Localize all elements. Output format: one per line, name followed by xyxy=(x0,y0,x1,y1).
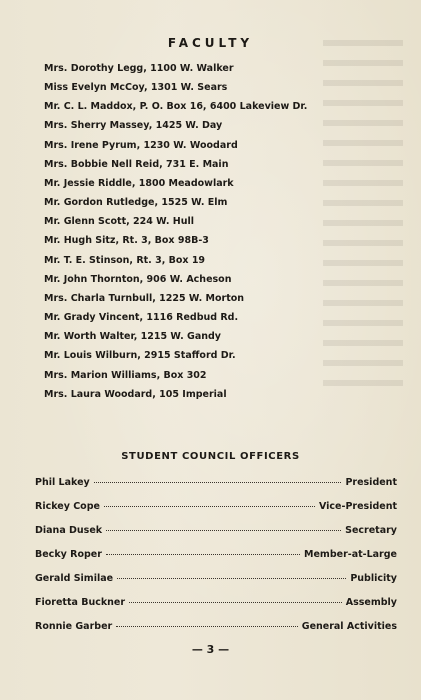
faculty-member: Mrs. Irene Pyrum, 1230 W. Woodard xyxy=(44,139,238,151)
dot-leader xyxy=(106,530,341,531)
page-number: — 3 — xyxy=(191,643,230,656)
officer-role: President xyxy=(345,477,397,488)
faculty-member: Mr. C. L. Maddox, P. O. Box 16, 6400 Lakeview Dr. xyxy=(44,101,308,113)
officer-name: Fioretta Buckner xyxy=(35,597,126,608)
officer-row xyxy=(35,621,397,645)
faculty-member: Mr. Jessie Riddle, 1800 Meadowlark xyxy=(44,177,234,189)
officer-name: Becky Roper xyxy=(35,549,102,560)
officer-role: Vice-President xyxy=(318,501,397,512)
faculty-member: Mrs. Charla Turnbull, 1225 W. Morton xyxy=(44,292,245,304)
officer-role: Assembly xyxy=(345,597,397,608)
officer-row xyxy=(35,477,397,501)
faculty-member: Mrs. Dorothy Legg, 1100 W. Walker xyxy=(44,63,234,74)
faculty-list xyxy=(44,59,307,404)
dot-leader xyxy=(106,554,300,555)
council-heading: STUDENT COUNCIL OFFICERS xyxy=(121,451,300,462)
faculty-member: Mrs. Marion Williams, Box 302 xyxy=(44,369,207,381)
faculty-member: Mr. Glenn Scott, 224 W. Hull xyxy=(44,216,195,228)
officer-role: Publicity xyxy=(350,573,397,584)
officer-role: Member-at-Large xyxy=(304,549,397,560)
faculty-member: Mr. Worth Walter, 1215 W. Gandy xyxy=(44,331,221,343)
faculty-member: Mr. Gordon Rutledge, 1525 W. Elm xyxy=(44,197,228,209)
officer-row xyxy=(35,549,397,573)
faculty-member: Mrs. Laura Woodard, 105 Imperial xyxy=(44,388,227,400)
officer-name: Phil Lakey xyxy=(35,477,90,488)
dot-leader xyxy=(94,482,342,483)
faculty-member: Mrs. Bobbie Nell Reid, 731 E. Main xyxy=(44,158,229,170)
faculty-member: Mr. T. E. Stinson, Rt. 3, Box 19 xyxy=(44,254,206,266)
officer-role: Secretary xyxy=(345,525,397,536)
faculty-member: Mr. Grady Vincent, 1116 Redbud Rd. xyxy=(44,312,239,324)
dot-leader xyxy=(129,602,342,603)
officer-row xyxy=(35,501,397,525)
dot-leader xyxy=(117,578,346,579)
faculty-member: Mrs. Sherry Massey, 1425 W. Day xyxy=(44,120,223,132)
faculty-member: Mr. Hugh Sitz, Rt. 3, Box 98B-3 xyxy=(44,235,209,247)
officer-name: Gerald Similae xyxy=(35,573,114,584)
officer-list xyxy=(35,477,397,645)
faculty-member: Mr. John Thornton, 906 W. Acheson xyxy=(44,273,232,285)
faculty-member: Miss Evelyn McCoy, 1301 W. Sears xyxy=(44,82,228,94)
show-through-texture xyxy=(323,40,403,400)
officer-name: Diana Dusek xyxy=(35,525,103,536)
officer-row xyxy=(35,573,397,597)
officer-row xyxy=(35,597,397,621)
faculty-member: Mr. Louis Wilburn, 2915 Stafford Dr. xyxy=(44,350,236,362)
officer-role: General Activities xyxy=(301,621,397,632)
officer-row xyxy=(35,525,397,549)
faculty-heading: FACULTY xyxy=(167,36,254,50)
officer-name: Rickey Cope xyxy=(35,501,100,512)
dot-leader xyxy=(104,506,315,507)
dot-leader xyxy=(116,626,298,627)
officer-name: Ronnie Garber xyxy=(35,621,113,632)
